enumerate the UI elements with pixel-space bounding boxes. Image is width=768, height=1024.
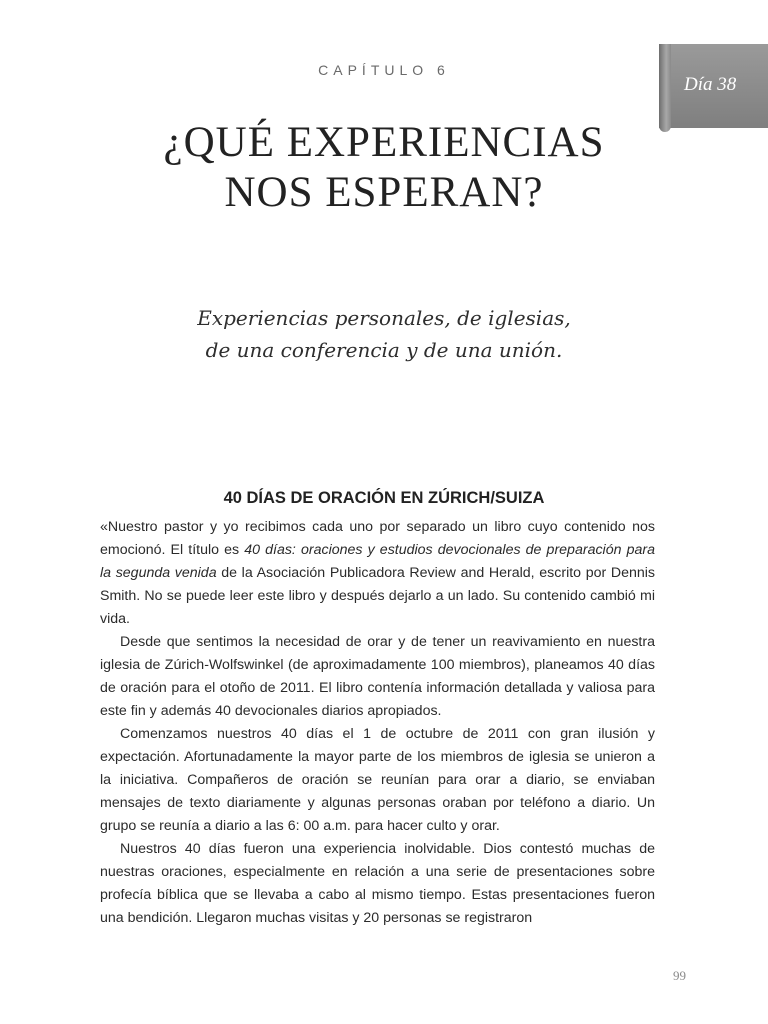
paragraph-1-start: «Nuestro pastor y yo recibimos cada uno por separado un libro cuyo contenido nos emocionó. El título es: [100, 519, 655, 558]
subtitle-line-2: de una conferencia y de una unión.: [205, 338, 563, 362]
paragraph-3: Comenzamos nuestros 40 días el 1 de octubre de 2011 con gran ilusión y expectación. Afortunadamente la mayor parte de los miembros de iglesia se unieron a la iniciativa. Compañeros de oración se reunían para orar a diario, se enviaban mensajes de texto diariamente y algunas personas oraban por teléfono a diario. Un grupo se reunía a diario a las 6: 00 a.m. para hacer culto y orar.: [100, 726, 655, 834]
paragraph-4: Nuestros 40 días fueron una experiencia inolvidable. Dios contestó muchas de nuestras oraciones, especialmente en relación a una serie de presentaciones sobre profecía bíblica que se llevaba a cabo al mismo tiempo. Estas presentaciones fueron una bendición. Llegaron muchas visitas y 20 personas se registraron: [100, 841, 655, 926]
chapter-subtitle: [0, 302, 768, 366]
day-tab-label: Día 38: [684, 74, 737, 95]
chapter-title-line-2: NOS ESPERAN?: [224, 169, 544, 216]
page-number: 99: [673, 968, 686, 983]
chapter-label: CAPÍTULO 6: [318, 62, 450, 78]
paragraph-1: [100, 516, 655, 631]
chapter-title-line-1: ¿QUÉ EXPERIENCIAS: [163, 119, 605, 166]
body-text: [100, 516, 655, 930]
chapter-title: [0, 118, 768, 218]
day-tab-scroll-curl: [659, 44, 671, 132]
paragraph-2: Desde que sentimos la necesidad de orar y de tener un reavivamiento en nuestra iglesia de Zúrich-Wolfswinkel (de aproximadamente 100 miembros), planeamos 40 días de oración para el otoño de 2011. El libro contenía información detallada y valiosa para este fin y además 40 devocionales diarios apropiados.: [100, 634, 655, 719]
paragraph-1-end: de la Asociación Publicadora Review and Herald, escrito por Dennis Smith. No se puede leer este libro y después dejarlo a un lado. Su contenido cambió mi vida.: [100, 565, 656, 627]
book-title-italic: 40 días: oraciones y estudios devocionales de preparación para la segunda venida: [100, 542, 655, 581]
subtitle-line-1: Experiencias personales, de iglesias,: [197, 306, 571, 330]
section-heading: 40 DÍAS DE ORACIÓN EN ZÚRICH/SUIZA: [223, 489, 545, 507]
